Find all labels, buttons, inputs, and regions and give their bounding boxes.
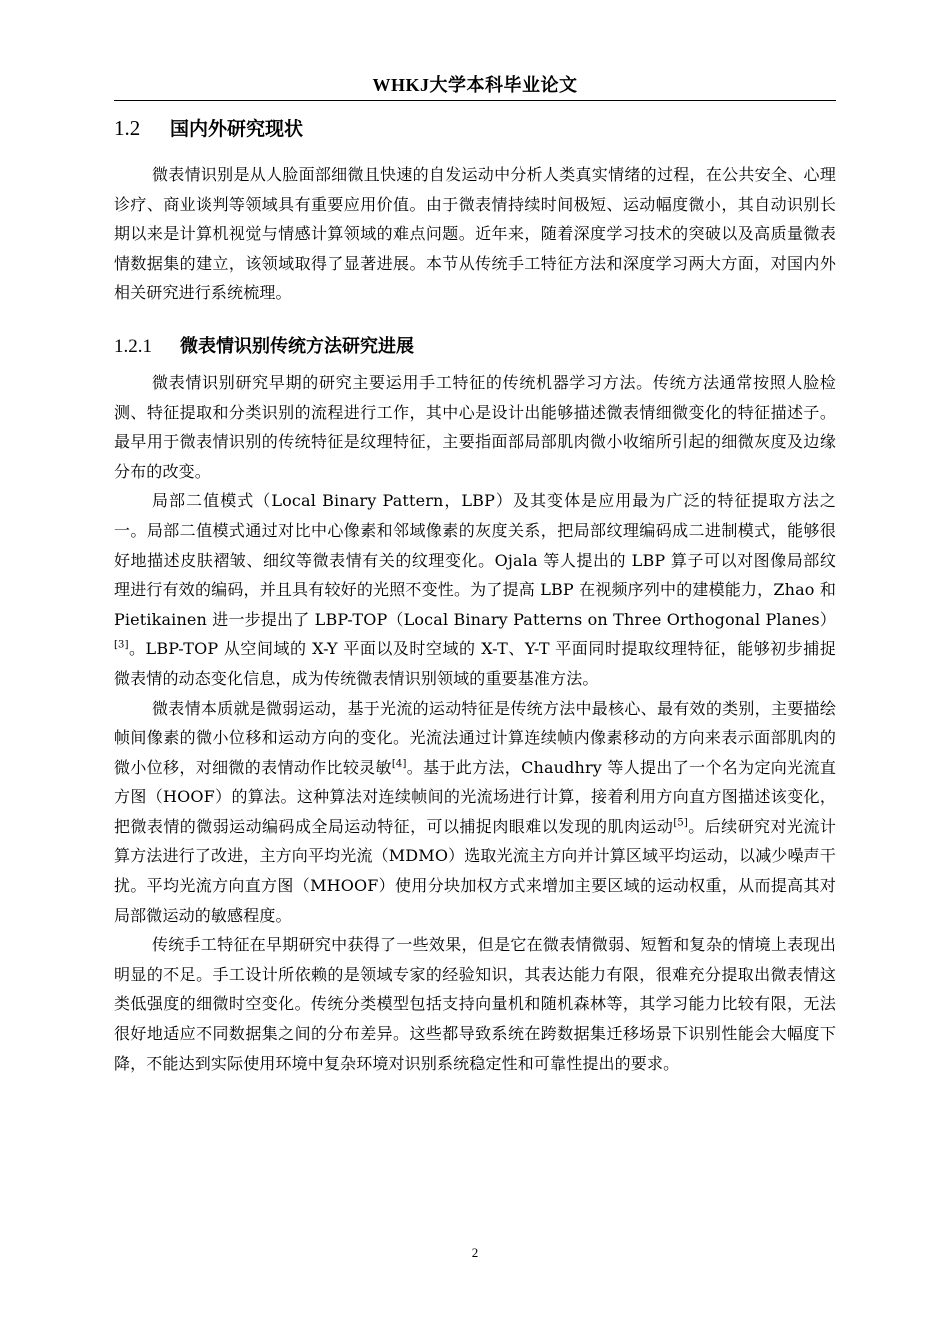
paragraph-texture-features: 微表情识别研究早期的研究主要运用手工特征的传统机器学习方法。传统方法通常按照人脸检测、特征提取和分类识别的流程进行工作，其中心是设计出能够描述微表情细微变化的特征描述子。最早用于微表情识别的传统特征是纹理特征，主要指面部局部肌肉微小收缩所引起的细微灰度及边缘分布的改变。 [114, 372, 836, 481]
section-heading [114, 111, 836, 146]
header-rule [114, 100, 836, 101]
page-content [114, 111, 836, 1078]
paragraph-optical-flow-text-a: 微表情本质就是微弱运动，基于光流的运动特征是传统方法中最核心、最有效的类别，主要描绘帧间像素的微小位移和运动方向的变化。光流法通过计算连续帧内像素移动的方向来表示面部肌肉的微小位移，对细微的表情动作比较灵敏 [114, 698, 836, 777]
citation-4: [4] [391, 758, 407, 770]
page-number: 2 [471, 1245, 479, 1260]
paragraph-optical-flow-text-c: 。后续研究对光流计算方法进行了改进，主方向平均光流（MDMO）选取光流主方向并计算区域平均运动，以减少噪声干扰。平均光流方向直方图（MHOOF）使用分块加权方式来增加主要区域的运动权重，从而提高其对局部微运动的敏感程度。 [114, 816, 836, 925]
citation-3: [3] [114, 639, 129, 651]
paragraph-optical-flow-text-b: 。基于此方法，Chaudhry 等人提出了一个名为定向光流直方图（HOOF）的算法。这种算法对连续帧间的光流场进行计算，接着利用方向直方图描述该变化，把微表情的微弱运动编码成全局运动特征，可以捕捉肉眼难以发现的肌肉运动 [114, 757, 836, 836]
section-number: 1.2 [114, 116, 141, 140]
section-intro-paragraph: 微表情识别是从人脸面部细微且快速的自发运动中分析人类真实情绪的过程，在公共安全、心理诊疗、商业谈判等领域具有重要应用价值。由于微表情持续时间极短、运动幅度微小，其自动识别长期以来是计算机视觉与情感计算领域的难点问题。近年来，随着深度学习技术的突破以及高质量微表情数据集的建立，该领域取得了显著进展。本节从传统手工特征方法和深度学习两大方面，对国内外相关研究进行系统梳理。 [114, 165, 836, 303]
section-title: 国内外研究现状 [170, 118, 304, 140]
subsection-title: 微表情识别传统方法研究进展 [180, 335, 414, 357]
paragraph-optical-flow [114, 694, 836, 931]
citation-5: [5] [673, 817, 688, 829]
subsection-number: 1.2.1 [114, 335, 152, 357]
running-header: WHKJ大学本科毕业论文 [372, 75, 578, 95]
paragraph-lbp-text-b: 。LBP-TOP 从空间域的 X-Y 平面以及时空域的 X-T、Y-T 平面同时提取纹理特征，能够初步捕捉微表情的动态变化信息，成为传统微表情识别领域的重要基准方法。 [114, 639, 836, 688]
subsection-heading [114, 332, 836, 362]
paragraph-lbp-text-a: 局部二值模式（Local Binary Pattern，LBP）及其变体是应用最为广泛的特征提取方法之一。局部二值模式通过对比中心像素和邻域像素的灰度关系，把局部纹理编码成二进制模式，能够很好地描述皮肤褶皱、细纹等微表情有关的纹理变化。Ojala 等人提出的 LBP 算子可以对图像局部纹理进行有效的编码，并且具有较好的光照不变性。为了提高 LBP 在视频序列中的建模能力，Zhao 和 Pietikainen 进一步提出了 LBP-TOP（Local Binary Patterns on Three Orthogonal Planes） [114, 491, 836, 629]
paragraph-limitations: 传统手工特征在早期研究中获得了一些效果，但是它在微表情微弱、短暂和复杂的情境上表现出明显的不足。手工设计所依赖的是领域专家的经验知识，其表达能力有限，很难充分提取出微表情这类低强度的细微时空变化。传统分类模型包括支持向量机和随机森林等，其学习能力比较有限，无法很好地适应不同数据集之间的分布差异。这些都导致系统在跨数据集迁移场景下识别性能会大幅度下降，不能达到实际使用环境中复杂环境对识别系统稳定性和可靠性提出的要求。 [114, 935, 836, 1073]
paragraph-lbp [114, 486, 836, 693]
